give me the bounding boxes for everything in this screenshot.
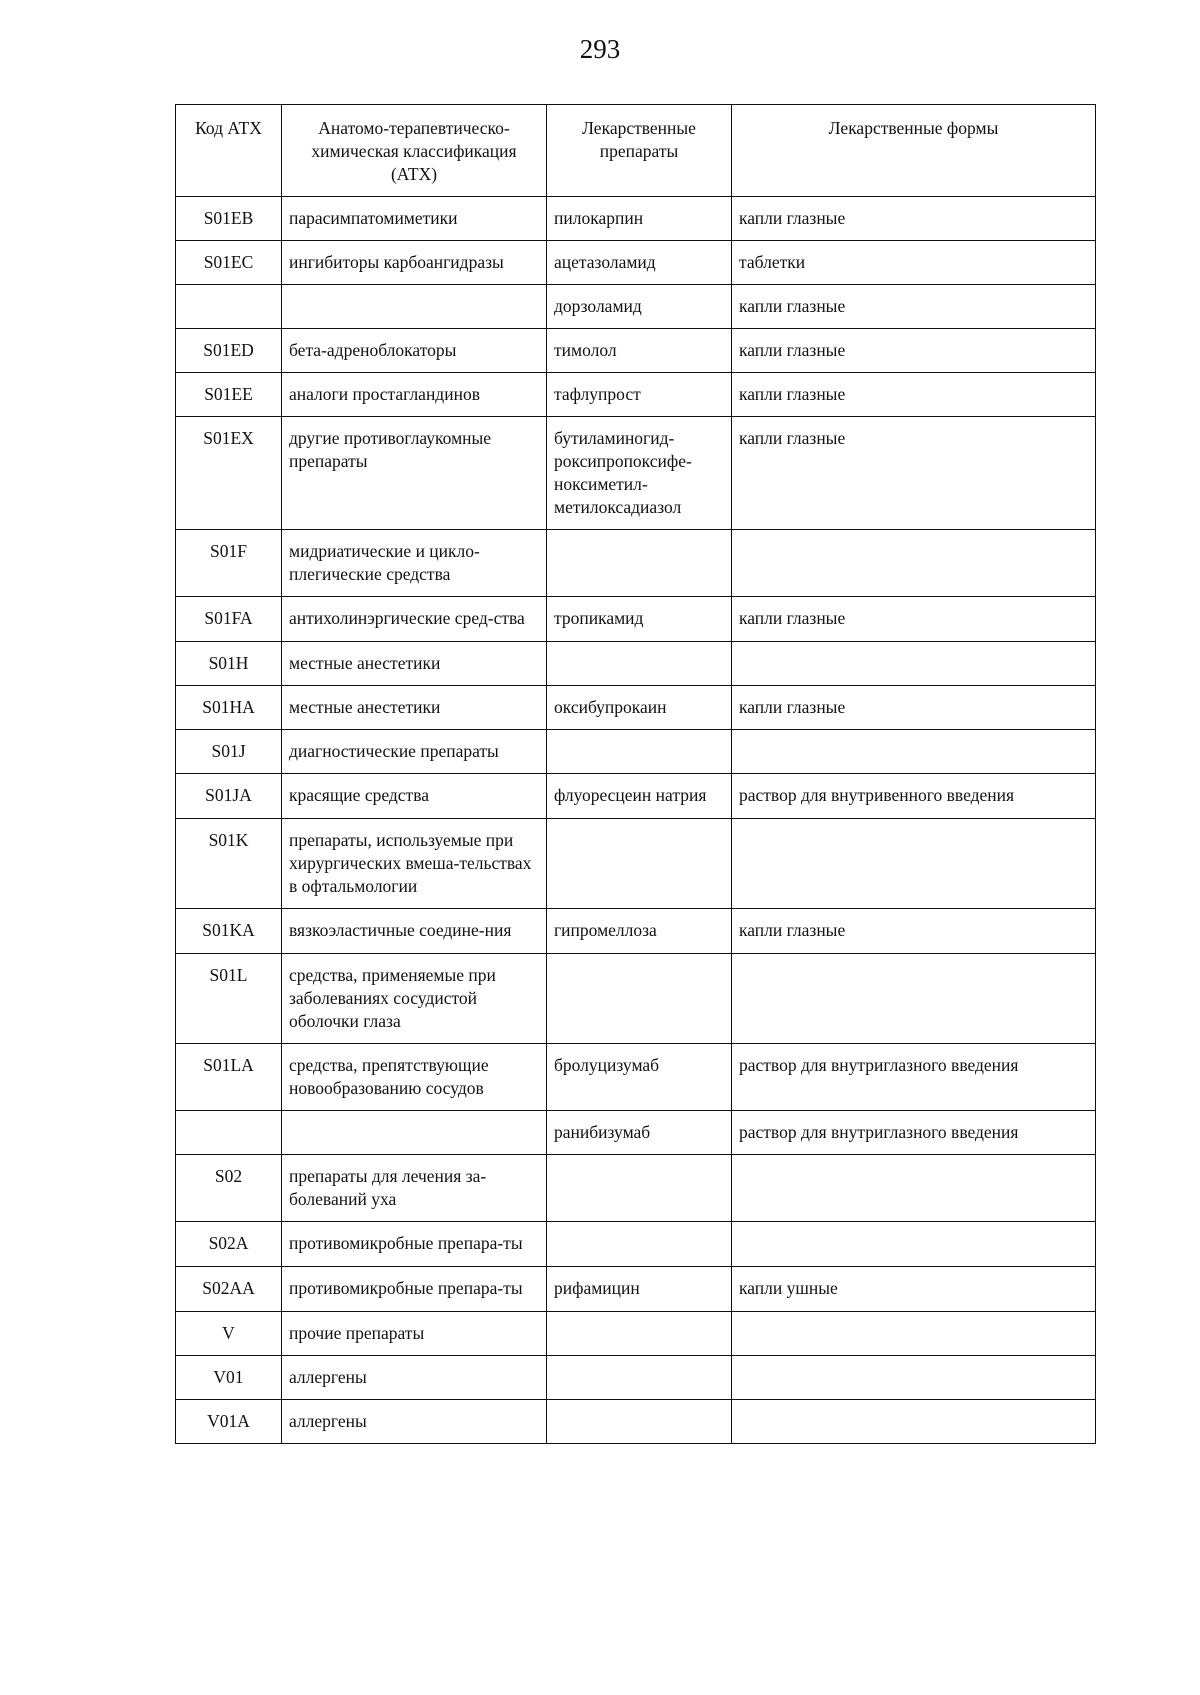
table-row: [176, 1312, 1096, 1356]
form-cell: раствор для внутриглазного введения: [732, 1111, 1096, 1155]
table-row: [176, 1222, 1096, 1267]
table-row: [176, 819, 1096, 909]
drug-cell: [547, 1155, 732, 1222]
form-cell: [732, 819, 1096, 909]
drug-cell: бутиламиногид-роксипропоксифе-ноксиметил-метилоксадиазол: [547, 417, 732, 530]
code-cell: S02AA: [176, 1267, 282, 1312]
drug-cell: [547, 1400, 732, 1444]
code-cell: V01A: [176, 1400, 282, 1444]
code-cell: S01ED: [176, 329, 282, 373]
form-cell: [732, 1400, 1096, 1444]
form-cell: раствор для внутриглазного введения: [732, 1044, 1096, 1111]
form-cell: [732, 1222, 1096, 1267]
code-cell: S01EB: [176, 197, 282, 241]
form-cell: [732, 1356, 1096, 1400]
form-cell: капли глазные: [732, 597, 1096, 642]
table-row: [176, 597, 1096, 642]
drug-cell: ацетазоламид: [547, 241, 732, 285]
table-row: [176, 1044, 1096, 1111]
classification-cell: вязкоэластичные соедине-ния: [282, 909, 547, 954]
table-row: [176, 1111, 1096, 1155]
table-row: [176, 1356, 1096, 1400]
classification-cell: парасимпатомиметики: [282, 197, 547, 241]
code-cell: S01HA: [176, 686, 282, 730]
drug-cell: пилокарпин: [547, 197, 732, 241]
drug-cell: тропикамид: [547, 597, 732, 642]
code-cell: [176, 285, 282, 329]
table-row: [176, 530, 1096, 597]
drug-cell: [547, 819, 732, 909]
classification-cell: другие противоглаукомные препараты: [282, 417, 547, 530]
drug-cell: гипромеллоза: [547, 909, 732, 954]
drug-cell: [547, 642, 732, 686]
classification-cell: средства, препятствующие новообразованию сосудов: [282, 1044, 547, 1111]
classification-cell: бета-адреноблокаторы: [282, 329, 547, 373]
header-classification: Анатомо-терапевтическо-химическая классификация (АТХ): [282, 105, 547, 197]
drug-cell: бролуцизумаб: [547, 1044, 732, 1111]
drug-cell: [547, 954, 732, 1044]
code-cell: S01J: [176, 730, 282, 774]
classification-cell: средства, применяемые при заболеваниях сосудистой оболочки глаза: [282, 954, 547, 1044]
code-cell: S01EE: [176, 373, 282, 417]
table-header-row: [176, 105, 1096, 197]
form-cell: капли глазные: [732, 285, 1096, 329]
code-cell: S01H: [176, 642, 282, 686]
code-cell: S01KA: [176, 909, 282, 954]
form-cell: капли глазные: [732, 373, 1096, 417]
drug-cell: [547, 1312, 732, 1356]
form-cell: капли глазные: [732, 417, 1096, 530]
classification-cell: антихолинэргические сред-ства: [282, 597, 547, 642]
code-cell: [176, 1111, 282, 1155]
drug-cell: ранибизумаб: [547, 1111, 732, 1155]
form-cell: капли ушные: [732, 1267, 1096, 1312]
classification-cell: красящие средства: [282, 774, 547, 819]
header-drugs: Лекарственные препараты: [547, 105, 732, 197]
table-row: [176, 730, 1096, 774]
drug-cell: тимолол: [547, 329, 732, 373]
code-cell: V01: [176, 1356, 282, 1400]
form-cell: капли глазные: [732, 909, 1096, 954]
classification-cell: противомикробные препара-ты: [282, 1222, 547, 1267]
drug-cell: флуоресцеин натрия: [547, 774, 732, 819]
table-row: [176, 373, 1096, 417]
classification-cell: местные анестетики: [282, 686, 547, 730]
table-row: [176, 774, 1096, 819]
drug-cell: тафлупрост: [547, 373, 732, 417]
code-cell: S02A: [176, 1222, 282, 1267]
page-number: 293: [579, 34, 621, 64]
header-forms: Лекарственные формы: [732, 105, 1096, 197]
code-cell: S01FA: [176, 597, 282, 642]
drug-cell: [547, 1356, 732, 1400]
code-cell: S01JA: [176, 774, 282, 819]
form-cell: [732, 1155, 1096, 1222]
table-row: [176, 1400, 1096, 1444]
table-row: [176, 909, 1096, 954]
table-row: [176, 285, 1096, 329]
drug-cell: рифамицин: [547, 1267, 732, 1312]
code-cell: S01LA: [176, 1044, 282, 1111]
drug-cell: [547, 530, 732, 597]
classification-cell: препараты, используемые при хирургических вмеша-тельствах в офтальмологии: [282, 819, 547, 909]
table-row: [176, 1155, 1096, 1222]
drug-cell: [547, 730, 732, 774]
table-row: [176, 329, 1096, 373]
classification-cell: [282, 1111, 547, 1155]
form-cell: раствор для внутривенного введения: [732, 774, 1096, 819]
form-cell: капли глазные: [732, 197, 1096, 241]
drug-cell: [547, 1222, 732, 1267]
table-row: [176, 686, 1096, 730]
drug-cell: дорзоламид: [547, 285, 732, 329]
form-cell: [732, 954, 1096, 1044]
classification-cell: ингибиторы карбоангидразы: [282, 241, 547, 285]
table-row: [176, 197, 1096, 241]
form-cell: таблетки: [732, 241, 1096, 285]
drug-cell: оксибупрокаин: [547, 686, 732, 730]
code-cell: S02: [176, 1155, 282, 1222]
form-cell: капли глазные: [732, 686, 1096, 730]
classification-cell: [282, 285, 547, 329]
form-cell: [732, 642, 1096, 686]
classification-cell: аллергены: [282, 1356, 547, 1400]
code-cell: S01EX: [176, 417, 282, 530]
code-cell: S01K: [176, 819, 282, 909]
table-row: [176, 954, 1096, 1044]
classification-cell: прочие препараты: [282, 1312, 547, 1356]
atc-table: [175, 104, 1096, 1444]
header-code: Код АТХ: [176, 105, 282, 197]
form-cell: [732, 1312, 1096, 1356]
code-cell: S01L: [176, 954, 282, 1044]
classification-cell: противомикробные препара-ты: [282, 1267, 547, 1312]
classification-cell: препараты для лечения за-болеваний уха: [282, 1155, 547, 1222]
code-cell: V: [176, 1312, 282, 1356]
table-row: [176, 417, 1096, 530]
classification-cell: местные анестетики: [282, 642, 547, 686]
table-row: [176, 241, 1096, 285]
table-row: [176, 642, 1096, 686]
table-row: [176, 1267, 1096, 1312]
form-cell: [732, 730, 1096, 774]
classification-cell: диагностические препараты: [282, 730, 547, 774]
form-cell: капли глазные: [732, 329, 1096, 373]
form-cell: [732, 530, 1096, 597]
classification-cell: аналоги простагландинов: [282, 373, 547, 417]
code-cell: S01EC: [176, 241, 282, 285]
code-cell: S01F: [176, 530, 282, 597]
classification-cell: мидриатические и цикло-плегические средства: [282, 530, 547, 597]
classification-cell: аллергены: [282, 1400, 547, 1444]
